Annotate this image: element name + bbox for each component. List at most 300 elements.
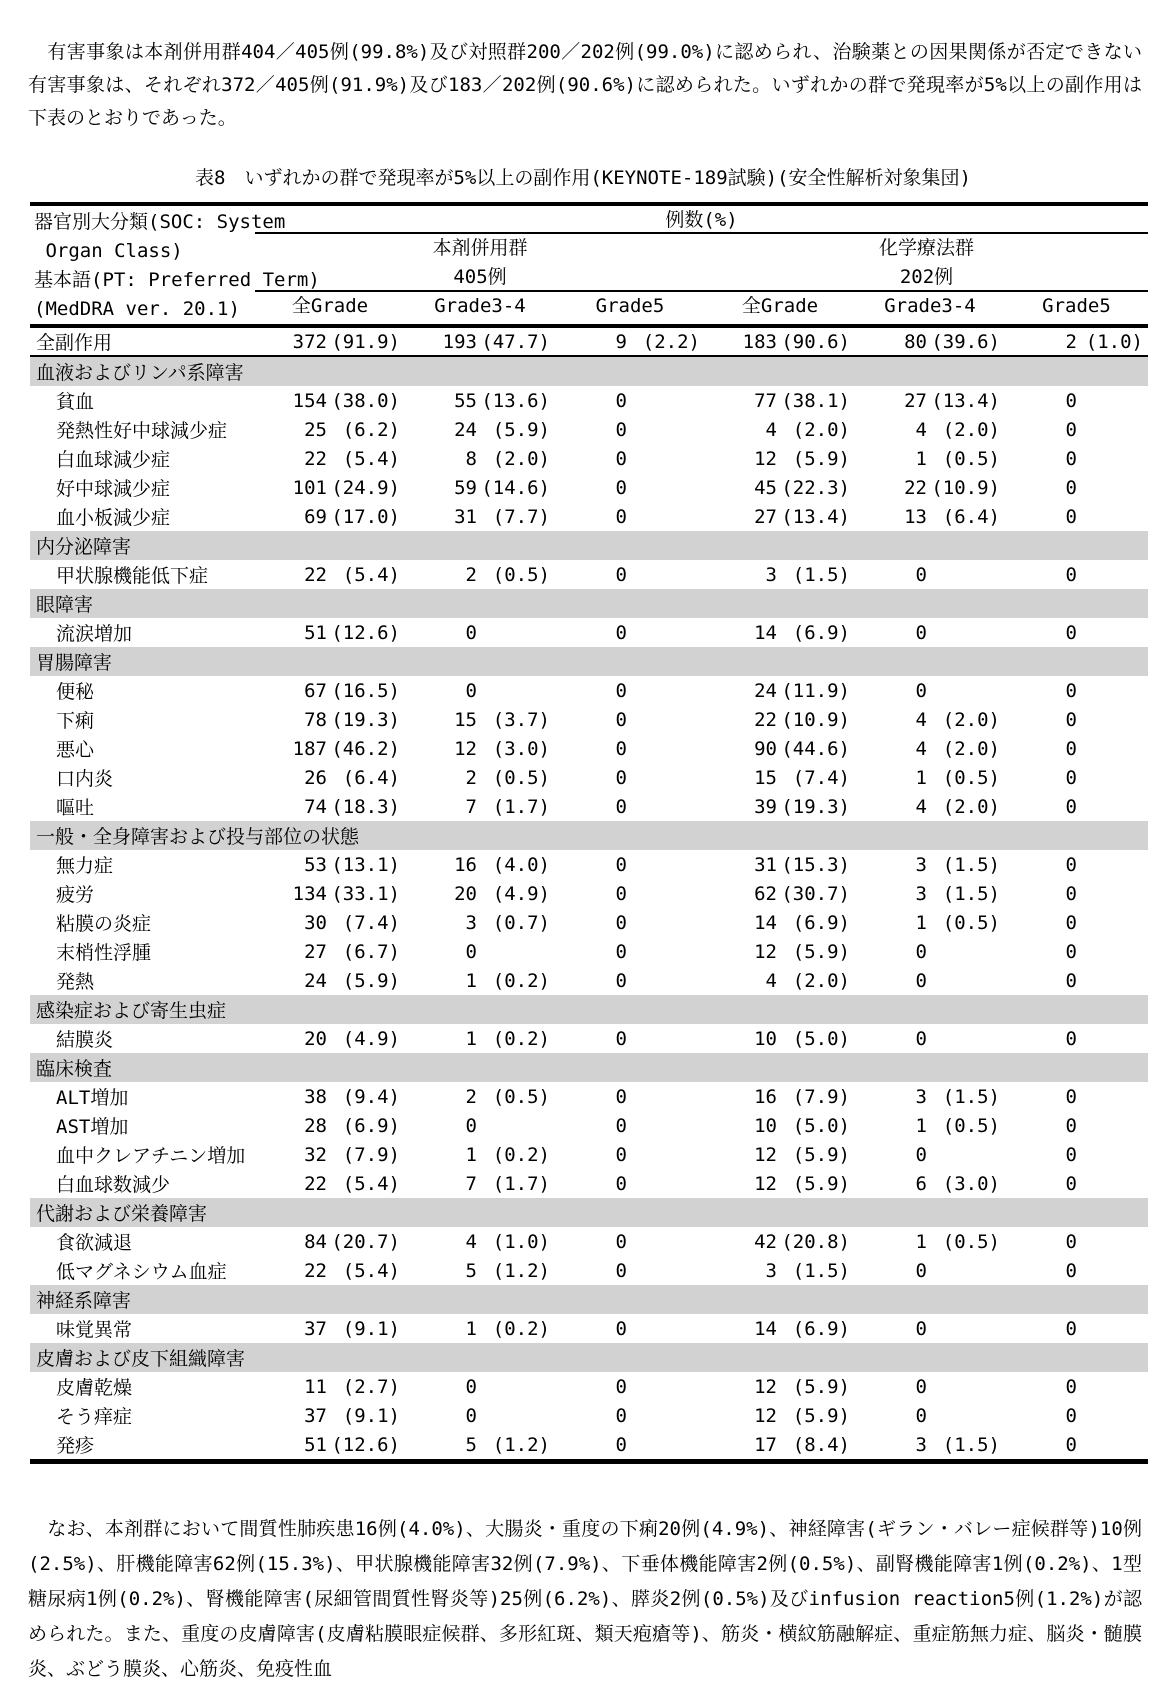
count-value: 1 bbox=[465, 1317, 477, 1340]
data-cell bbox=[405, 1115, 555, 1137]
pt-row bbox=[30, 444, 1148, 473]
data-cell bbox=[555, 1376, 705, 1398]
percent-value bbox=[627, 1376, 705, 1398]
data-cell bbox=[855, 622, 1005, 644]
percent-value: (7.4) bbox=[342, 911, 400, 934]
row-label: 発熱性好中球減少症 bbox=[56, 420, 228, 442]
data-cell bbox=[555, 970, 705, 992]
percent-value: (9.4) bbox=[342, 1085, 400, 1108]
percent-value: (46.2) bbox=[331, 737, 400, 760]
count-value: 14 bbox=[754, 911, 777, 934]
data-cell bbox=[555, 941, 705, 963]
percent-value bbox=[1077, 1144, 1148, 1166]
percent-value: (19.3) bbox=[781, 795, 850, 818]
percent-value bbox=[627, 1260, 705, 1282]
data-cell bbox=[855, 448, 1005, 470]
count-value: 3 bbox=[915, 882, 927, 905]
count-value: 1 bbox=[915, 447, 927, 470]
soc-line: 器官別大分類(SOC: System bbox=[34, 211, 286, 233]
pt-row bbox=[30, 618, 1148, 647]
percent-value: (6.9) bbox=[342, 1114, 400, 1137]
count-value: 11 bbox=[304, 1375, 327, 1398]
data-cell bbox=[555, 1173, 705, 1195]
count-value: 1 bbox=[915, 911, 927, 934]
row-label: 無力症 bbox=[56, 855, 114, 877]
count-value: 0 bbox=[465, 1375, 477, 1398]
data-cell bbox=[855, 854, 1005, 876]
data-cell bbox=[855, 477, 1005, 499]
row-label: AST増加 bbox=[56, 1116, 129, 1138]
row-label: 悪心 bbox=[56, 739, 95, 761]
percent-value: (2.0) bbox=[942, 418, 1000, 441]
count-value: 1 bbox=[915, 766, 927, 789]
row-label: 末梢性浮腫 bbox=[56, 942, 152, 964]
data-cell bbox=[1005, 1318, 1148, 1340]
percent-value: (5.9) bbox=[492, 418, 550, 441]
percent-value: (2.7) bbox=[342, 1375, 400, 1398]
count-value: 0 bbox=[1065, 679, 1077, 702]
data-cell bbox=[405, 1086, 555, 1108]
data-cell bbox=[555, 1318, 705, 1340]
pt-row bbox=[30, 1314, 1148, 1343]
row-label: 眼障害 bbox=[36, 594, 94, 616]
data-cell bbox=[255, 941, 405, 963]
data-cell bbox=[405, 477, 555, 499]
count-value: 0 bbox=[615, 1114, 627, 1137]
count-value: 0 bbox=[1065, 969, 1077, 992]
data-cell bbox=[705, 1260, 855, 1282]
percent-value bbox=[1077, 709, 1148, 731]
data-cell bbox=[255, 1376, 405, 1398]
row-label: 口内炎 bbox=[56, 768, 114, 790]
percent-value: (1.5) bbox=[942, 853, 1000, 876]
data-cell bbox=[855, 331, 1005, 353]
data-cell bbox=[255, 390, 405, 412]
data-cell bbox=[405, 1028, 555, 1050]
data-cell bbox=[555, 1405, 705, 1427]
count-value: 0 bbox=[465, 940, 477, 963]
data-cell bbox=[255, 331, 405, 353]
count-value: 0 bbox=[615, 1259, 627, 1282]
percent-value: (0.5) bbox=[492, 766, 550, 789]
percent-value: (2.0) bbox=[942, 708, 1000, 731]
percent-value: (6.9) bbox=[792, 911, 850, 934]
percent-value: (12.6) bbox=[331, 621, 400, 644]
data-cell bbox=[1005, 1405, 1148, 1427]
count-value: 6 bbox=[915, 1172, 927, 1195]
percent-value bbox=[1077, 622, 1148, 644]
data-cell bbox=[555, 622, 705, 644]
pt-row bbox=[30, 1024, 1148, 1053]
data-cell bbox=[1005, 854, 1148, 876]
data-cell bbox=[855, 506, 1005, 528]
count-value: 0 bbox=[615, 1375, 627, 1398]
data-cell bbox=[705, 506, 855, 528]
document-page bbox=[0, 36, 1166, 1687]
percent-value: (5.9) bbox=[792, 1172, 850, 1195]
data-cell bbox=[855, 1028, 1005, 1050]
percent-value: (20.8) bbox=[781, 1230, 850, 1253]
percent-value: (13.6) bbox=[481, 389, 550, 412]
row-label: 代謝および栄養障害 bbox=[36, 1203, 208, 1225]
percent-value: (4.9) bbox=[342, 1027, 400, 1050]
percent-value bbox=[627, 1231, 705, 1253]
percent-value bbox=[627, 1144, 705, 1166]
count-value: 0 bbox=[615, 476, 627, 499]
data-cell bbox=[855, 883, 1005, 905]
row-label: 結膜炎 bbox=[56, 1029, 114, 1051]
row-label: 血小板減少症 bbox=[56, 507, 171, 529]
count-value: 0 bbox=[915, 969, 927, 992]
percent-value: (11.9) bbox=[781, 679, 850, 702]
percent-value: (18.3) bbox=[331, 795, 400, 818]
percent-value bbox=[927, 1318, 1005, 1340]
data-cell bbox=[555, 738, 705, 760]
count-value: 187 bbox=[292, 737, 327, 760]
percent-value bbox=[927, 1405, 1005, 1427]
percent-value bbox=[1077, 767, 1148, 789]
count-value: 0 bbox=[1065, 1172, 1077, 1195]
percent-value bbox=[1077, 390, 1148, 412]
data-cell bbox=[405, 883, 555, 905]
data-cell bbox=[255, 680, 405, 702]
data-cell bbox=[555, 680, 705, 702]
row-label: 低マグネシウム血症 bbox=[56, 1261, 227, 1283]
pt-row bbox=[30, 473, 1148, 502]
count-value: 59 bbox=[454, 476, 477, 499]
count-value: 22 bbox=[304, 563, 327, 586]
row-label: 発疹 bbox=[56, 1435, 95, 1457]
count-value: 1 bbox=[465, 1027, 477, 1050]
count-value: 3 bbox=[915, 1433, 927, 1456]
count-value: 37 bbox=[304, 1404, 327, 1427]
percent-value: (1.5) bbox=[942, 882, 1000, 905]
percent-value: (1.7) bbox=[492, 1172, 550, 1195]
row-label: 皮膚および皮下組織障害 bbox=[36, 1348, 246, 1370]
percent-value: (13.4) bbox=[781, 505, 850, 528]
count-value: 0 bbox=[1065, 1433, 1077, 1456]
group-combination-n: 405例 bbox=[453, 266, 507, 288]
soc-section-row bbox=[30, 995, 1148, 1024]
data-cell bbox=[255, 970, 405, 992]
count-value: 0 bbox=[1065, 1027, 1077, 1050]
data-cell bbox=[255, 854, 405, 876]
percent-value: (33.1) bbox=[331, 882, 400, 905]
percent-value bbox=[927, 622, 1005, 644]
count-value: 0 bbox=[615, 708, 627, 731]
count-value: 25 bbox=[304, 418, 327, 441]
data-cell bbox=[855, 1405, 1005, 1427]
percent-value bbox=[627, 796, 705, 818]
data-cell bbox=[1005, 477, 1148, 499]
percent-value bbox=[1077, 564, 1148, 586]
count-value: 4 bbox=[765, 969, 777, 992]
percent-value bbox=[927, 1260, 1005, 1282]
percent-value bbox=[1077, 883, 1148, 905]
percent-value bbox=[627, 854, 705, 876]
count-value: 0 bbox=[1065, 1317, 1077, 1340]
data-cell bbox=[705, 1405, 855, 1427]
data-cell bbox=[1005, 506, 1148, 528]
data-cell bbox=[1005, 1376, 1148, 1398]
count-value: 0 bbox=[1065, 882, 1077, 905]
percent-value: (7.7) bbox=[492, 505, 550, 528]
row-label: 下痢 bbox=[56, 710, 95, 732]
data-cell bbox=[255, 448, 405, 470]
percent-value bbox=[1077, 1318, 1148, 1340]
pt-row bbox=[30, 502, 1148, 531]
data-cell bbox=[1005, 738, 1148, 760]
percent-value bbox=[1077, 738, 1148, 760]
count-value: 0 bbox=[1065, 1114, 1077, 1137]
count-value: 24 bbox=[754, 679, 777, 702]
data-cell bbox=[1005, 1434, 1148, 1456]
count-value: 0 bbox=[615, 1027, 627, 1050]
data-cell bbox=[405, 970, 555, 992]
count-value: 27 bbox=[754, 505, 777, 528]
percent-value bbox=[1077, 448, 1148, 470]
percent-value: (5.9) bbox=[792, 1375, 850, 1398]
soc-section-row bbox=[30, 821, 1148, 850]
row-label: ALT増加 bbox=[56, 1087, 129, 1109]
pt-row bbox=[30, 1372, 1148, 1401]
count-value: 4 bbox=[765, 418, 777, 441]
data-cell bbox=[555, 854, 705, 876]
data-cell bbox=[255, 1434, 405, 1456]
percent-value bbox=[1077, 419, 1148, 441]
percent-value bbox=[1077, 1173, 1148, 1195]
count-value: 14 bbox=[754, 1317, 777, 1340]
count-value: 17 bbox=[754, 1433, 777, 1456]
data-cell bbox=[255, 738, 405, 760]
table-header bbox=[30, 202, 1148, 328]
percent-value: (10.9) bbox=[781, 708, 850, 731]
percent-value: (3.0) bbox=[942, 1172, 1000, 1195]
count-value: 0 bbox=[1065, 911, 1077, 934]
percent-value bbox=[477, 1405, 555, 1427]
percent-value: (12.6) bbox=[331, 1433, 400, 1456]
percent-value bbox=[1077, 854, 1148, 876]
soc-line: (MedDRA ver. 20.1) bbox=[34, 298, 240, 320]
percent-value: (5.0) bbox=[792, 1114, 850, 1137]
data-cell bbox=[555, 448, 705, 470]
percent-value: (7.4) bbox=[792, 766, 850, 789]
count-value: 134 bbox=[292, 882, 327, 905]
count-value: 0 bbox=[615, 389, 627, 412]
soc-section-row bbox=[30, 1343, 1148, 1372]
percent-value bbox=[627, 1405, 705, 1427]
count-value: 0 bbox=[615, 1143, 627, 1166]
percent-value bbox=[1077, 506, 1148, 528]
data-cell bbox=[1005, 331, 1148, 353]
count-value: 0 bbox=[915, 1375, 927, 1398]
data-cell bbox=[705, 796, 855, 818]
data-cell bbox=[405, 1173, 555, 1195]
percent-value: (1.0) bbox=[492, 1230, 550, 1253]
percent-value: (7.9) bbox=[342, 1143, 400, 1166]
pt-row bbox=[30, 1082, 1148, 1111]
row-label: そう痒症 bbox=[56, 1406, 133, 1428]
count-value: 15 bbox=[754, 766, 777, 789]
data-cell bbox=[405, 738, 555, 760]
soc-section-row bbox=[30, 1198, 1148, 1227]
percent-value: (38.0) bbox=[331, 389, 400, 412]
col-header-grade5: Grade5 bbox=[595, 295, 665, 317]
percent-value bbox=[1077, 1115, 1148, 1137]
row-label: 味覚異常 bbox=[56, 1319, 133, 1341]
count-value: 22 bbox=[904, 476, 927, 499]
count-value: 0 bbox=[615, 1085, 627, 1108]
data-cell bbox=[855, 1231, 1005, 1253]
cases-percent-header: 例数(%) bbox=[255, 206, 1148, 234]
data-cell bbox=[705, 854, 855, 876]
count-value: 90 bbox=[754, 737, 777, 760]
soc-line: 基本語(PT: Preferred Term) bbox=[34, 269, 320, 291]
count-value: 13 bbox=[904, 505, 927, 528]
count-value: 0 bbox=[615, 1433, 627, 1456]
data-cell bbox=[405, 709, 555, 731]
data-cell bbox=[255, 709, 405, 731]
data-cell bbox=[855, 564, 1005, 586]
count-value: 0 bbox=[915, 1027, 927, 1050]
percent-value bbox=[477, 1376, 555, 1398]
soc-section-row bbox=[30, 1285, 1148, 1314]
count-value: 0 bbox=[615, 447, 627, 470]
percent-value bbox=[1077, 796, 1148, 818]
data-cell bbox=[705, 1144, 855, 1166]
data-cell bbox=[1005, 680, 1148, 702]
percent-value bbox=[927, 941, 1005, 963]
count-value: 0 bbox=[915, 1259, 927, 1282]
count-value: 4 bbox=[915, 708, 927, 731]
pt-row bbox=[30, 966, 1148, 995]
data-cell bbox=[255, 767, 405, 789]
data-cell bbox=[405, 854, 555, 876]
count-value: 1 bbox=[465, 1143, 477, 1166]
data-cell bbox=[855, 1434, 1005, 1456]
row-label: 白血球数減少 bbox=[56, 1174, 171, 1196]
count-value: 12 bbox=[754, 447, 777, 470]
data-cell bbox=[1005, 448, 1148, 470]
percent-value bbox=[927, 1376, 1005, 1398]
percent-value bbox=[627, 767, 705, 789]
percent-value bbox=[1077, 1405, 1148, 1427]
data-cell bbox=[255, 564, 405, 586]
pt-row bbox=[30, 705, 1148, 734]
percent-value bbox=[1077, 1260, 1148, 1282]
count-value: 0 bbox=[1065, 737, 1077, 760]
percent-value bbox=[1077, 1028, 1148, 1050]
data-cell bbox=[405, 1405, 555, 1427]
count-value: 0 bbox=[615, 418, 627, 441]
group-chemotherapy: 化学療法群 bbox=[878, 237, 974, 259]
data-cell bbox=[1005, 1231, 1148, 1253]
count-value: 22 bbox=[304, 1172, 327, 1195]
count-value: 0 bbox=[1065, 389, 1077, 412]
count-value: 0 bbox=[465, 679, 477, 702]
count-value: 7 bbox=[465, 795, 477, 818]
data-cell bbox=[255, 1318, 405, 1340]
count-value: 9 bbox=[615, 330, 627, 353]
count-value: 16 bbox=[754, 1085, 777, 1108]
count-value: 0 bbox=[915, 1404, 927, 1427]
data-cell bbox=[555, 1086, 705, 1108]
count-value: 5 bbox=[465, 1259, 477, 1282]
count-value: 55 bbox=[454, 389, 477, 412]
count-value: 12 bbox=[454, 737, 477, 760]
count-value: 20 bbox=[454, 882, 477, 905]
data-cell bbox=[705, 680, 855, 702]
percent-value bbox=[927, 564, 1005, 586]
percent-value bbox=[1077, 912, 1148, 934]
percent-value: (0.5) bbox=[942, 1230, 1000, 1253]
count-value: 101 bbox=[292, 476, 327, 499]
data-cell bbox=[555, 390, 705, 412]
percent-value bbox=[1077, 1434, 1148, 1456]
table-body bbox=[30, 328, 1148, 1459]
count-value: 0 bbox=[1065, 505, 1077, 528]
data-cell bbox=[255, 622, 405, 644]
data-cell bbox=[405, 506, 555, 528]
count-value: 0 bbox=[1065, 940, 1077, 963]
percent-value: (1.0) bbox=[1085, 330, 1143, 353]
data-cell bbox=[405, 331, 555, 353]
count-value: 2 bbox=[1065, 330, 1077, 353]
percent-value: (4.0) bbox=[492, 853, 550, 876]
data-cell bbox=[555, 1144, 705, 1166]
row-label: 粘膜の炎症 bbox=[56, 913, 152, 935]
percent-value: (0.2) bbox=[492, 969, 550, 992]
data-cell bbox=[405, 448, 555, 470]
count-value: 24 bbox=[304, 969, 327, 992]
adverse-reactions-table bbox=[30, 202, 1148, 1464]
count-value: 77 bbox=[754, 389, 777, 412]
data-cell bbox=[405, 622, 555, 644]
count-value: 3 bbox=[765, 563, 777, 586]
data-cell bbox=[855, 680, 1005, 702]
intro-paragraph: 有害事象は本剤併用群404／405例(99.8%)及び対照群200／202例(99.0%)に認められ、治験薬との因果関係が否定できない有害事象は、それぞれ372／405例(91.9%)及び183／202例(90.6%)に認められた。いずれかの群で発現率が5%以上の副作用は下表のとおりであった。 bbox=[28, 41, 1142, 129]
data-cell bbox=[405, 564, 555, 586]
count-value: 62 bbox=[754, 882, 777, 905]
percent-value bbox=[627, 912, 705, 934]
count-value: 12 bbox=[754, 1143, 777, 1166]
percent-value: (5.4) bbox=[342, 1172, 400, 1195]
count-value: 372 bbox=[292, 330, 327, 353]
data-cell bbox=[255, 1028, 405, 1050]
count-value: 0 bbox=[1065, 1085, 1077, 1108]
count-value: 3 bbox=[915, 853, 927, 876]
percent-value: (2.0) bbox=[492, 447, 550, 470]
count-value: 15 bbox=[454, 708, 477, 731]
percent-value bbox=[927, 1144, 1005, 1166]
percent-value: (5.0) bbox=[792, 1027, 850, 1050]
data-cell bbox=[855, 1318, 1005, 1340]
count-value: 0 bbox=[615, 882, 627, 905]
percent-value bbox=[627, 1115, 705, 1137]
pt-row bbox=[30, 1401, 1148, 1430]
count-value: 24 bbox=[454, 418, 477, 441]
percent-value: (1.2) bbox=[492, 1259, 550, 1282]
count-value: 0 bbox=[1065, 1404, 1077, 1427]
percent-value bbox=[627, 622, 705, 644]
count-value: 1 bbox=[465, 969, 477, 992]
data-cell bbox=[855, 1173, 1005, 1195]
header-data-area bbox=[255, 206, 1148, 324]
data-cell bbox=[705, 1434, 855, 1456]
count-value: 0 bbox=[615, 911, 627, 934]
percent-value: (0.5) bbox=[492, 1085, 550, 1108]
row-label: 胃腸障害 bbox=[36, 652, 113, 674]
